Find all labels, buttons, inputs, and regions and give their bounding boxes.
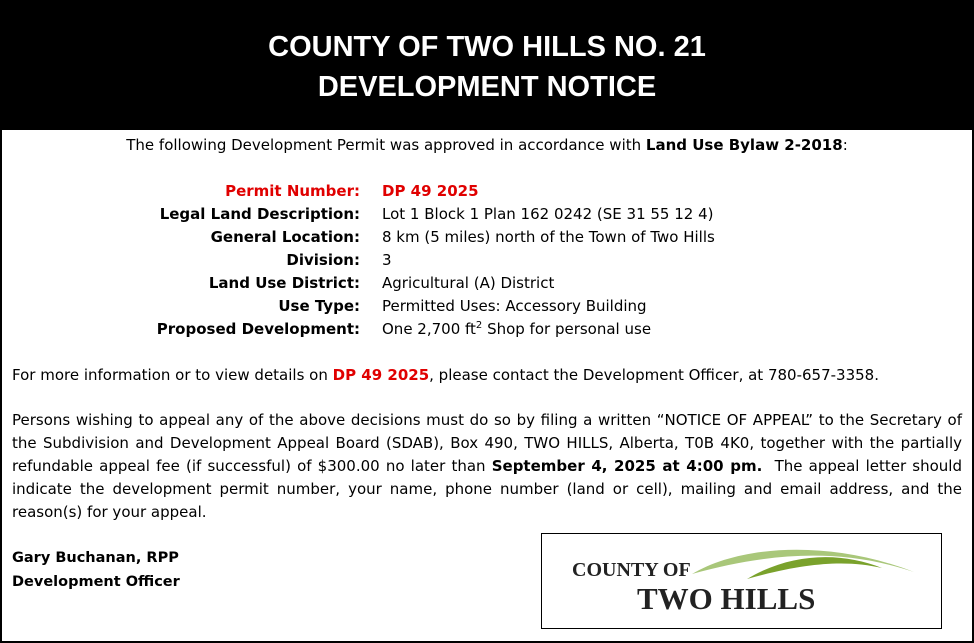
header-title-line1: COUNTY OF TWO HILLS NO. 21 [268,31,706,63]
info-permit-number: DP 49 2025 [332,366,430,384]
land-use-district-value: Agricultural (A) District [382,274,555,292]
county-logo [541,533,942,629]
appeal-text-a: Persons wishing to appeal any of the above decisions must do so by filing a written “NOTICE OF APPEAL” to the Secretary of the Subdivision and Development Appeal Board (SDAB), Box 490, TWO HILLS, Alberta, T0B 4K0, together with the partially refundable appeal fee (if successful) of $300.00 no later than [12,411,962,475]
detail-row-location [2,226,972,249]
detail-row-district [2,272,972,295]
land-use-district-label: Land Use District: [208,274,360,292]
detail-row-proposed [2,318,972,341]
appeal-paragraph [12,409,967,524]
general-location-value: 8 km (5 miles) north of the Town of Two Hills [382,228,715,246]
appeal-deadline: September 4, 2025 at 4:00 pm. [491,457,763,475]
county-logo-graphic [542,534,941,628]
intro-suffix: : [842,136,848,154]
legal-description-value: Lot 1 Block 1 Plan 162 0242 (SE 31 55 12 4) [382,205,714,223]
proposed-development-value [382,318,651,340]
detail-row-legal [2,203,972,226]
logo-text-line1: COUNTY OF [572,559,691,581]
proposed-development-label: Proposed Development: [156,320,360,338]
intro-prefix: The following Development Permit was approved in accordance with [126,136,646,154]
detail-row-use-type [2,295,972,318]
signature-block [12,546,180,594]
signature-title: Development Officer [12,574,180,590]
logo-text-line2: TWO HILLS [637,581,816,616]
general-location-label: General Location: [210,228,360,246]
legal-description-label: Legal Land Description: [159,205,360,223]
logo-hill-dark [747,557,882,579]
signature-name: Gary Buchanan, RPP [12,550,179,566]
permit-number-value: DP 49 2025 [382,182,479,200]
detail-row-permit [2,180,972,203]
proposed-value-a: One 2,700 ft [382,320,476,338]
proposed-value-superscript: 2 [475,320,483,331]
proposed-value-b: Shop for personal use [482,320,652,338]
division-value: 3 [382,251,392,269]
division-label: Division: [286,251,360,269]
appeal-text-b: The appeal letter should indicate the development permit number, your name, phone number (land or cell), mailing and email address, and the reason(s) for your appeal. [12,457,967,521]
use-type-value: Permitted Uses: Accessory Building [382,297,647,315]
intro-text [2,134,972,156]
intro-bylaw: Land Use Bylaw 2-2018 [645,136,843,154]
info-paragraph [12,364,962,387]
info-suffix: , please contact the Development Officer, at 780-657-3358. [429,366,879,384]
use-type-label: Use Type: [278,297,360,315]
permit-details [2,180,972,341]
info-prefix: For more information or to view details on [12,366,333,384]
detail-row-division [2,249,972,272]
permit-number-label: Permit Number: [225,182,360,200]
header-title-line2: DEVELOPMENT NOTICE [317,71,657,103]
notice-header [2,2,972,130]
